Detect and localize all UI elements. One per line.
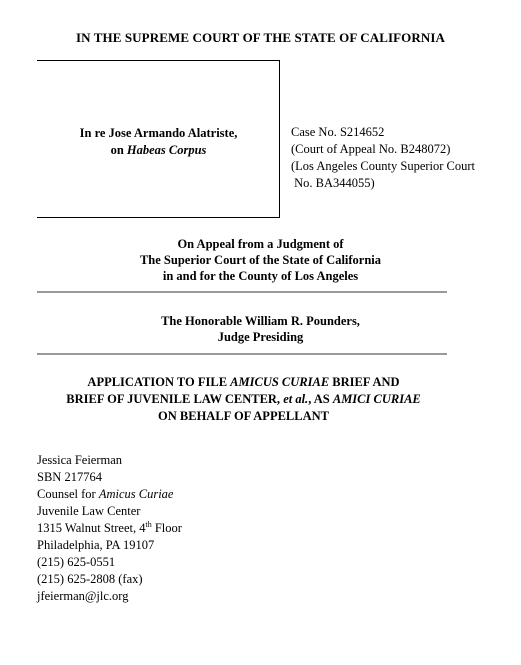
- title-line: BRIEF OF JUVENILE LAW CENTER, et al., AS AMICI CURIAE: [66, 392, 421, 406]
- superior-court-line: (Los Angeles County Superior Court: [291, 159, 476, 173]
- case-number: Case No. S214652: [291, 125, 385, 139]
- document-title: [0, 374, 487, 425]
- counsel-street: 1315 Walnut Street, 4th Floor: [37, 519, 182, 535]
- counsel-fax: (215) 625-2808 (fax): [37, 572, 143, 586]
- judge-role: Judge Presiding: [217, 330, 304, 344]
- title-line: ON BEHALF OF APPELLANT: [158, 409, 329, 423]
- counsel-name: Jessica Feierman: [37, 453, 123, 467]
- appeal-number: (Court of Appeal No. B248072): [291, 142, 451, 156]
- counsel-email: jfeierman@jlc.org: [37, 589, 129, 603]
- caption-party: In re Jose Armando Alatriste,: [79, 126, 238, 140]
- title-line: APPLICATION TO FILE AMICUS CURIAE BRIEF AND: [87, 375, 400, 389]
- superior-court-number: No. BA344055): [291, 176, 375, 190]
- appeal-statement: [0, 236, 521, 284]
- case-caption: [37, 125, 280, 159]
- divider: [37, 353, 447, 355]
- counsel-sbn: SBN 217764: [37, 470, 102, 484]
- counsel-block: [37, 452, 182, 605]
- counsel-phone: (215) 625-0551: [37, 555, 116, 569]
- caption-proceeding: on Habeas Corpus: [110, 143, 207, 157]
- court-title: IN THE SUPREME COURT OF THE STATE OF CALIFORNIA: [75, 30, 446, 45]
- appeal-line: The Superior Court of the State of California: [139, 253, 382, 267]
- divider: [37, 291, 447, 293]
- case-numbers: [291, 124, 475, 192]
- judge-name: The Honorable William R. Pounders,: [161, 314, 360, 328]
- counsel-org: Juvenile Law Center: [37, 504, 141, 518]
- judge-block: [0, 313, 521, 345]
- counsel-city: Philadelphia, PA 19107: [37, 538, 155, 552]
- appeal-line: On Appeal from a Judgment of: [177, 237, 344, 251]
- counsel-role: Counsel for Amicus Curiae: [37, 487, 174, 501]
- appeal-line: in and for the County of Los Angeles: [162, 269, 359, 283]
